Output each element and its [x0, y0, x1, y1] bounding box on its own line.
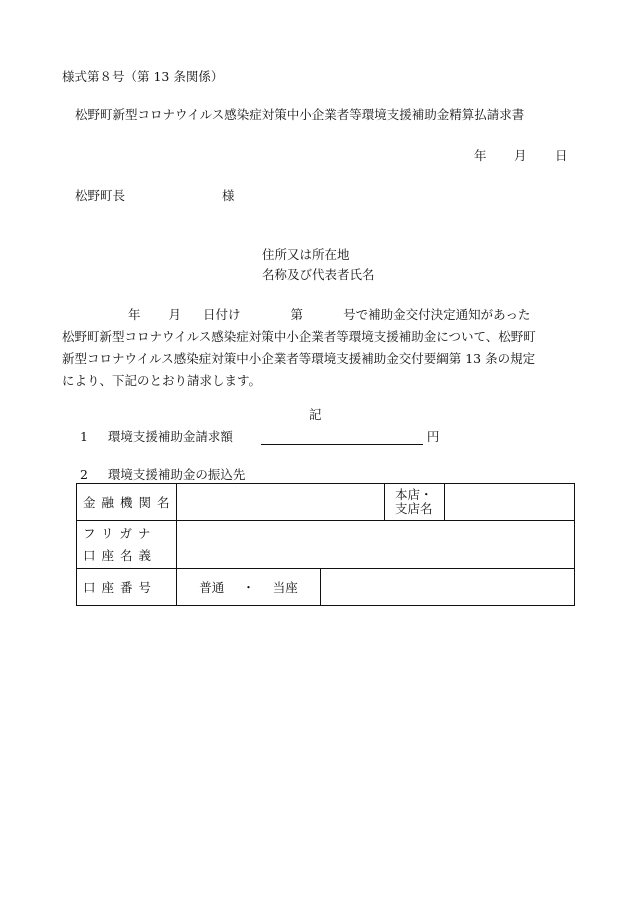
applicant-address-label: 住所又は所在地 — [262, 247, 350, 262]
account-name-field[interactable] — [177, 521, 575, 569]
body-dai: 第 — [290, 307, 304, 322]
branch-field[interactable] — [445, 484, 575, 521]
table-row — [77, 521, 575, 569]
branch-label-line1: 本店・ — [395, 487, 433, 502]
amount-input-line[interactable] — [261, 430, 423, 445]
applicant-name-label: 名称及び代表者氏名 — [262, 267, 375, 282]
table-row — [77, 569, 575, 606]
account-type-field[interactable] — [177, 569, 321, 606]
body-line1-tail: 号で補助金交付決定通知があった — [343, 307, 531, 322]
account-name-labels — [77, 521, 177, 569]
institution-label: 金融機関名 — [77, 484, 177, 521]
branch-label-line2: 支店名 — [395, 501, 433, 516]
ki-heading: 記 — [309, 407, 322, 422]
applicant-block — [262, 245, 375, 285]
date-month-label: 月 — [514, 148, 527, 163]
account-type-separator: ・ — [242, 580, 255, 595]
account-number-label: 口座番号 — [77, 569, 177, 606]
body-paragraph — [62, 304, 536, 392]
item-request-amount — [80, 427, 439, 445]
account-type-toza: 当座 — [272, 580, 298, 595]
furigana-label: フリガナ — [83, 525, 157, 541]
item2-label: 環境支援補助金の振込先 — [107, 467, 246, 482]
account-type-futsu: 普通 — [199, 580, 225, 595]
form-number: 様式第８号（第 13 条関係） — [62, 69, 224, 84]
item2-number: 2 — [80, 467, 88, 482]
body-line-1 — [62, 304, 536, 326]
addressee-honorific: 様 — [222, 188, 235, 203]
account-number-field[interactable] — [321, 569, 575, 606]
account-name-label: 口座名義 — [83, 547, 158, 563]
item1-number: 1 — [80, 429, 88, 444]
table-row — [77, 484, 575, 521]
addressee-name: 松野町長 — [75, 188, 126, 203]
item1-label: 環境支援補助金請求額 — [107, 429, 233, 444]
date-day-label: 日 — [555, 148, 568, 163]
branch-label — [385, 484, 445, 521]
date-year-label: 年 — [474, 148, 487, 163]
body-date-suffix: 日付け — [203, 307, 241, 322]
body-line-2: 松野町新型コロナウイルス感染症対策中小企業者等環境支援補助金について、松野町 — [62, 329, 536, 344]
body-line-4: により、下記のとおり請求します。 — [62, 373, 262, 388]
bank-account-table — [76, 483, 575, 606]
document-title: 松野町新型コロナウイルス感染症対策中小企業者等環境支援補助金精算払請求書 — [75, 107, 525, 122]
item1-unit: 円 — [426, 429, 440, 444]
body-line-3: 新型コロナウイルス感染症対策中小企業者等環境支援補助金交付要綱第 13 条の規定 — [62, 351, 536, 366]
institution-field[interactable] — [177, 484, 385, 521]
item-transfer-destination — [80, 465, 245, 483]
body-month: 月 — [168, 307, 182, 322]
body-year: 年 — [128, 307, 141, 322]
